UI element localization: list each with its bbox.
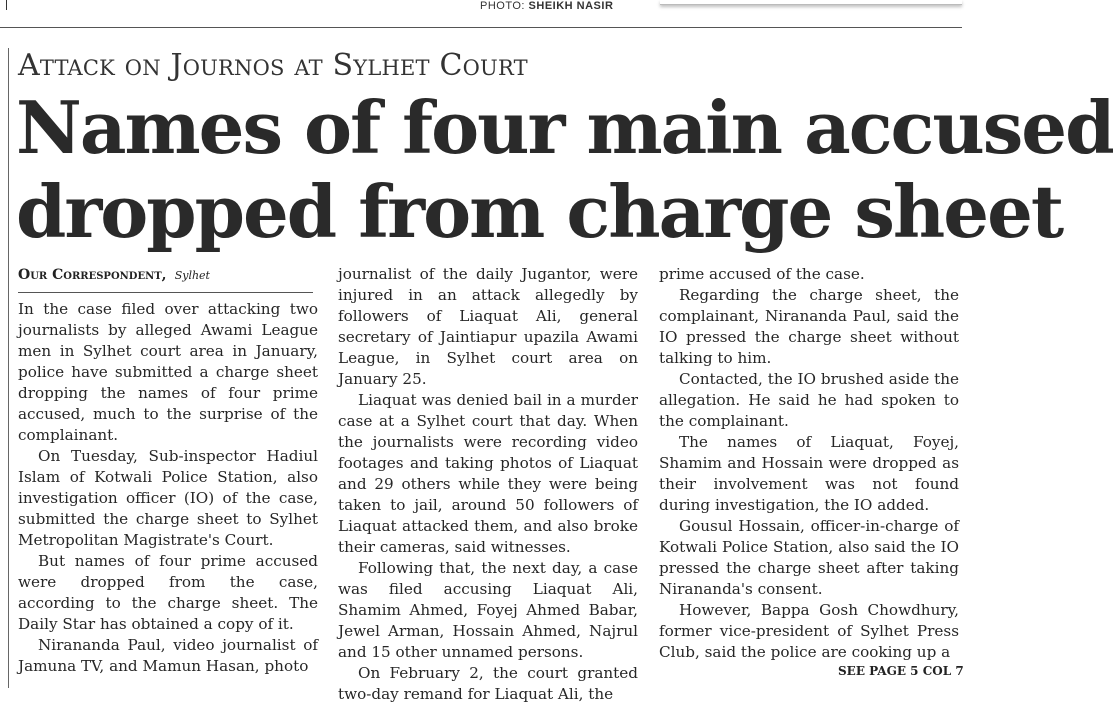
byline [18, 267, 210, 283]
paragraph: Gousul Hossain, officer-in-charge of Kotwali Police Station, also said the IO pressed the charge sheet after taking Nirananda's consent. [659, 517, 959, 598]
byline-place: Sylhet [174, 269, 210, 282]
paragraph: On February 2, the court granted two-day remand for Liaquat Ali, the [338, 664, 638, 703]
paragraph: Contacted, the IO brushed aside the allegation. He said he had spoken to the complainant. [659, 370, 959, 430]
paragraph: Nirananda Paul, video journalist of Jamuna TV, and Mamun Hasan, photo [18, 636, 318, 675]
paragraph: In the case filed over attacking two journalists by alleged Awami League men in Sylhet court area in January, police have submitted a charge sheet dropping the names of four prime accused, much to the surprise of the complainant. [18, 300, 318, 444]
headline [16, 85, 1113, 254]
paragraph: journalist of the daily Jugantor, were injured in an attack allegedly by followers of Liaquat Ali, general secretary of Jaintiapur upazila Awami League, in Sylhet court area on January 25. [338, 265, 638, 388]
article-column-3 [659, 264, 959, 663]
photo-credit-name: SHEIKH NASIR [528, 0, 614, 12]
byline-name: Our Correspondent, [18, 267, 167, 283]
paragraph: prime accused of the case. [659, 265, 865, 283]
headline-line-2: dropped from charge sheet [16, 169, 1063, 254]
photo-credit-label: PHOTO: [480, 0, 525, 12]
paragraph: On Tuesday, Sub-inspector Hadiul Islam of Kotwali Police Station, also investigation officer (IO) of the case, submitted the charge sheet to Sylhet Metropolitan Magistrate's Court. [18, 447, 318, 549]
byline-rule [18, 292, 313, 293]
article-column-1 [18, 299, 318, 677]
article-column-2 [338, 264, 638, 705]
left-column-rule [8, 48, 9, 688]
kicker: Attack on Journos at Sylhet Court [18, 48, 528, 83]
paragraph: However, Bappa Gosh Chowdhury, former vice-president of Sylhet Press Club, said the police are cooking up a [659, 601, 959, 661]
paragraph: But names of four prime accused were dropped from the case, according to the charge sheet. The Daily Star has obtained a copy of it. [18, 552, 318, 633]
photo-frame-edge [660, 0, 962, 5]
paragraph: The names of Liaquat, Foyej, Shamim and Hossain were dropped as their involvement was not found during investigation, the IO added. [659, 433, 959, 514]
top-divider [0, 27, 962, 28]
continuation-jump[interactable]: SEE PAGE 5 COL 7 [838, 664, 964, 678]
paragraph: Regarding the charge sheet, the complainant, Nirananda Paul, said the IO pressed the charge sheet without talking to him. [659, 286, 959, 367]
column-tick [6, 0, 7, 10]
paragraph: Following that, the next day, a case was filed accusing Liaquat Ali, Shamim Ahmed, Foyej Ahmed Babar, Jewel Arman, Hossain Ahmed, Najrul and 15 other unnamed persons. [338, 559, 638, 661]
photo-credit [480, 0, 613, 12]
paragraph: Liaquat was denied bail in a murder case at a Sylhet court that day. When the journalists were recording video footages and taking photos of Liaquat and 29 others while they were being taken to jail, around 50 followers of Liaquat attacked them, and also broke their cameras, said witnesses. [338, 391, 638, 556]
headline-line-1: Names of four main accused [16, 85, 1113, 170]
